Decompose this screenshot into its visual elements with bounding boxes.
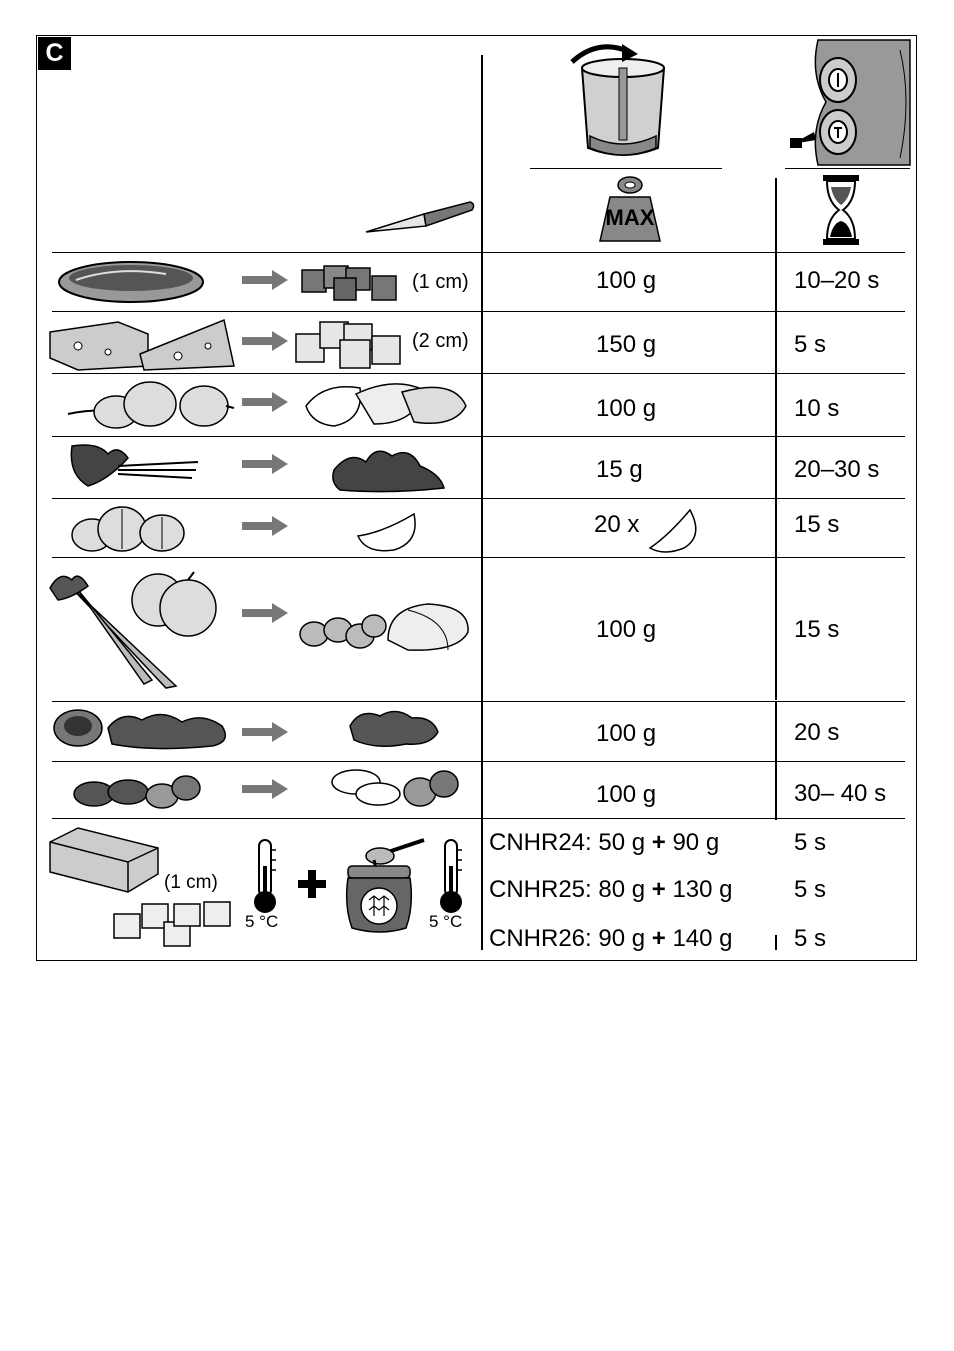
row-1-size: (1 cm) [412,271,469,293]
row-1-amount: 100 g [596,267,657,294]
handle-buttons-icon [790,40,912,165]
row-line [52,818,905,819]
chopped-walnuts-icon [346,706,442,750]
divider-v2 [775,178,777,700]
walnuts-icon [52,706,238,752]
variant-1-b: 90 g [672,829,720,856]
row-3-time: 10 s [794,395,840,422]
row-line [52,557,905,558]
cheese-cubes-icon [294,318,406,370]
thermometer-icon [252,838,278,916]
row-line [52,252,905,253]
variant-2-b: 130 g [672,876,733,903]
garlic-clove-icon [354,510,420,554]
row-line [52,498,905,499]
honey-jar-icon [344,838,426,936]
chopped-herbs-icon [330,440,448,496]
almond-pieces-icon [330,766,460,808]
row-2-time: 5 s [794,331,827,358]
row-line [52,436,905,437]
variant-3-b: 140 g [672,925,733,952]
row-line [52,373,905,374]
variant-2-time: 5 s [794,876,827,903]
onion-icon [66,378,236,430]
butter-size: (1 cm) [164,872,218,893]
variant-2-model: CNHR25: [489,876,592,903]
header-line-1 [530,168,722,169]
variant-1-plus: + [651,829,666,856]
hourglass-icon [823,175,859,245]
temp-left: 5 °C [245,912,279,931]
panel-label: C [38,37,71,70]
arrow-icon [242,779,288,799]
arrow-icon [242,516,288,536]
garlic-clove-small-icon [648,506,700,554]
meat-icon [56,258,206,304]
almonds-icon [72,772,202,810]
arrow-icon [242,331,288,351]
arrow-icon [242,454,288,474]
variant-3-time: 5 s [794,925,827,952]
variant-1-time: 5 s [794,829,827,856]
row-5-time: 15 s [794,511,840,538]
row-line [52,761,905,762]
herbs-icon [68,440,202,494]
row-line [52,311,905,312]
row-2-amount: 150 g [596,331,657,358]
row-7-time: 20 s [794,719,840,746]
row-5-amount: 20 x [594,511,640,538]
arrow-icon [242,270,288,290]
variant-3-a: 90 g [598,925,646,952]
variant-3-model: CNHR26: [489,925,592,952]
variant-1 [489,829,719,857]
row-4-amount: 15 g [596,456,643,483]
row-8-time: 30– 40 s [794,780,887,807]
row-1-time: 10–20 s [794,267,880,294]
temp-right: 5 °C [429,912,463,931]
knife-icon [362,198,477,238]
cheese-icon [48,316,238,372]
variant-1-model: CNHR24: [489,829,592,856]
weight-max-label: MAX [605,205,655,230]
arrow-icon [242,392,288,412]
row-line [52,701,905,702]
butter-cubes-icon [112,898,234,950]
plus-icon [298,870,326,898]
variant-1-a: 50 g [598,829,646,856]
thermometer-icon [438,838,464,916]
onion-pieces-icon [304,380,468,430]
garlic-icon [70,505,188,555]
carrot-apple-pieces-icon [298,600,472,656]
arrow-icon [242,722,288,742]
row-4-time: 20–30 s [794,456,880,483]
divider-v1 [481,55,483,950]
row-6-time: 15 s [794,616,840,643]
variant-2-a: 80 g [598,876,646,903]
meat-cubes-icon [300,262,405,304]
divider-v2c [775,935,777,950]
row-2-size: (2 cm) [412,330,469,352]
butter-block-icon [48,826,160,894]
variant-2-plus: + [651,876,666,903]
bowl-icon [568,40,678,165]
header-line-2 [785,168,910,169]
row-7-amount: 100 g [596,720,657,747]
variant-2 [489,876,733,904]
row-8-amount: 100 g [596,781,657,808]
variant-3 [489,925,733,953]
arrow-icon [242,603,288,623]
row-3-amount: 100 g [596,395,657,422]
carrots-apples-icon [48,570,220,690]
row-6-amount: 100 g [596,616,657,643]
variant-3-plus: + [651,925,666,952]
